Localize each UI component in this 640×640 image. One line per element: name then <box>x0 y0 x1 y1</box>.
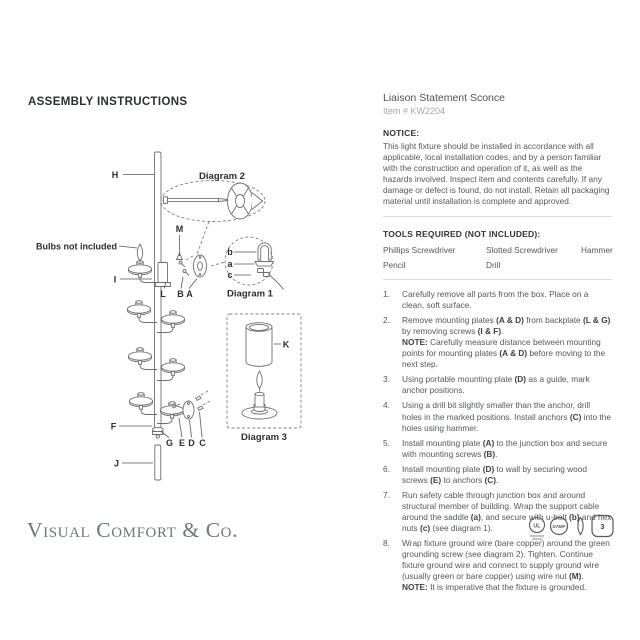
instruction-item: 1. Carefully remove all parts from the box. Place on a clean, soft surface. <box>383 289 589 311</box>
label-c-upper: C <box>199 438 206 448</box>
label-i: I <box>113 274 117 285</box>
divider <box>383 279 612 280</box>
diagram-2-caption: Diagram 2 <box>199 171 245 182</box>
damp-rating-icon <box>551 518 568 535</box>
damp-label: DAMP <box>552 523 566 529</box>
instruction-item: 2. Remove mounting plates (A & D) from backplate (L & G) by removing screws (I & F). NOTE: Carefully measure distance between mounting points for mounting plates (A & D) before moving to the next step. <box>383 315 611 370</box>
tool-item: Pencil <box>383 260 406 271</box>
svg-text:UL: UL <box>533 523 541 530</box>
label-l: L <box>160 289 166 299</box>
backplate-g-part <box>152 427 163 438</box>
glass-shade-k-part <box>246 323 272 367</box>
label-k: K <box>282 339 290 350</box>
label-a-upper: A <box>186 289 193 299</box>
label-b-lower: b <box>227 247 233 257</box>
instruction-item: 5. Install mounting plate (A) to the junction box and secure with mounting screws (B). <box>383 437 608 459</box>
label-h: H <box>111 170 119 180</box>
page-number: 3 <box>600 521 605 531</box>
tools-label: TOOLS REQUIRED (NOT INCLUDED): <box>383 229 541 240</box>
label-b-upper: B <box>177 289 184 299</box>
candelabra-bulb <box>137 244 142 263</box>
instruction-item: 4. Using a drill bit slightly smaller than the anchor, drill holes in the marked positions. Install anchors (C) into the holes using hammer. <box>383 400 611 433</box>
instruction-item: 3. Using portable mounting plate (D) as a guide, mark anchor positions. <box>383 374 590 396</box>
u-bolt-part <box>258 243 271 260</box>
safety-cable-part <box>268 274 284 290</box>
candle-detail-part <box>242 371 277 419</box>
tool-item: Hammer <box>581 245 613 256</box>
label-e: E <box>178 438 186 448</box>
notice-label: NOTICE: <box>383 128 420 138</box>
diagram-2-detail <box>161 181 265 256</box>
instruction-item: 7. Run safety cable through junction box and around structural member of building. Wrap the support cable around the saddle (a), and secure with u-bolt (b) and hex nuts (c) (see diagram 1). <box>383 489 612 533</box>
item-number: Item # KW2204 <box>383 106 446 116</box>
pole-part-j <box>155 445 161 480</box>
hex-nut-part <box>258 269 264 273</box>
page-number-badge <box>592 516 613 537</box>
label-j: J <box>113 458 120 469</box>
product-name: Liaison Statement Sconce <box>383 92 505 104</box>
label-g: G <box>165 438 174 448</box>
notice-text: This light fixture should be installed in accordance with all applicable, local installation codes, and by a person familiar with the construction and operation of it, as well as the hazards involved. Inspect item and contents carefully. If any damage or defect is found, do not install. Retain all packaging material until installation is complete and approved. <box>383 141 610 207</box>
tools-list <box>383 245 612 270</box>
candelabra-bulb-icon <box>578 518 583 535</box>
instruction-item: 6. Install mounting plate (D) to wall by securing wood screws (E) to anchors (C). <box>383 463 587 485</box>
diagram-1-caption: Diagram 1 <box>227 288 273 300</box>
brand-logo: Visual Comfort & Co. <box>27 518 239 542</box>
mounting-plate-d-part <box>183 401 194 419</box>
label-d: D <box>188 438 195 448</box>
label-a-lower: a <box>227 259 233 269</box>
divider <box>383 216 612 217</box>
bulbs-note: Bulbs not included <box>36 241 117 252</box>
page-title: ASSEMBLY INSTRUCTIONS <box>28 96 188 108</box>
backplate-l-part <box>156 263 171 287</box>
label-m: M <box>175 224 184 234</box>
saddle-part <box>255 262 274 267</box>
tool-item: Phillips Screwdriver <box>383 245 456 256</box>
mounting-plate-a-part <box>194 255 207 277</box>
diagram-3-detail <box>227 314 301 428</box>
fixture-diagram <box>20 138 330 500</box>
label-c-lower: c <box>227 270 233 280</box>
label-f: F <box>110 421 117 432</box>
sconce-assembly-drawing <box>20 138 330 500</box>
tool-item: Drill <box>486 260 501 271</box>
certification-mark-icon <box>530 518 545 540</box>
diagram-1-detail <box>211 237 284 290</box>
anchors-c-part <box>196 391 210 410</box>
instruction-item: 8. Wrap fixture ground wire (bare copper) around the green grounding screw (see diagram 2). Tighten. Continue fixture ground wire and connect to supply ground wire (usually green or bare copper) using wire nut (M). NOTE: It is imperative that the fixture is grounded. <box>383 537 610 592</box>
diagram-3-caption: Diagram 3 <box>241 432 287 443</box>
tool-item: Slotted Screwdriver <box>486 245 558 256</box>
footer-icons <box>523 512 623 549</box>
